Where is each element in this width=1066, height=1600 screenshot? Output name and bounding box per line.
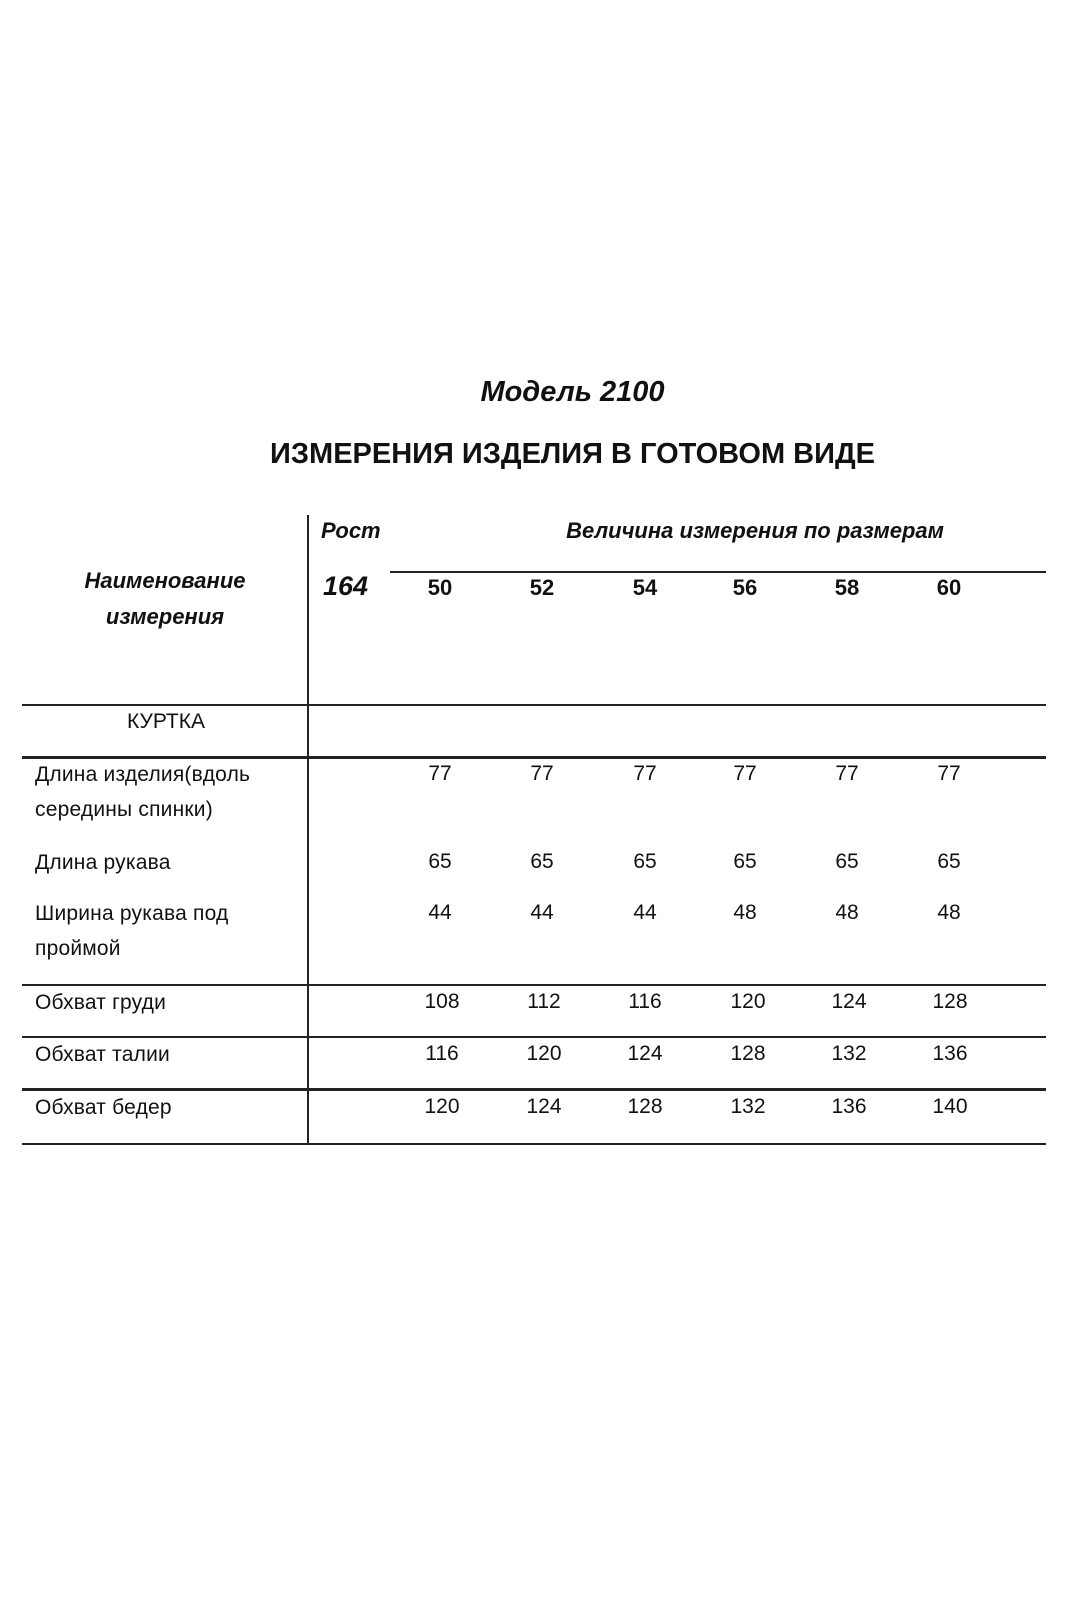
header-bottom-rule <box>22 704 1046 706</box>
row-value: 116 <box>628 990 662 1013</box>
row-value: 77 <box>835 762 859 785</box>
row-label: Обхват бедер <box>35 1096 172 1119</box>
row-value: 128 <box>627 1095 663 1118</box>
model-title: Модель 2100 <box>480 376 665 408</box>
size-header: 60 <box>936 575 962 600</box>
size-header: 50 <box>427 575 453 600</box>
row-value: 48 <box>733 901 757 924</box>
row-value: 65 <box>428 850 452 873</box>
row-value: 44 <box>428 901 452 924</box>
row-label: Обхват груди <box>35 991 167 1014</box>
row-value: 116 <box>425 1042 459 1065</box>
row-value: 132 <box>730 1095 766 1118</box>
row-label: Длина изделия(вдоль середины спинки) <box>35 763 251 821</box>
size-header: 52 <box>529 575 555 600</box>
row-value: 120 <box>526 1042 562 1065</box>
sizes-header-rule <box>390 571 1046 573</box>
row-value: 120 <box>424 1095 460 1118</box>
size-header: 54 <box>632 575 658 600</box>
row-value: 48 <box>835 901 859 924</box>
column-divider <box>307 515 309 1145</box>
row-label: Обхват талии <box>35 1043 170 1066</box>
row-value: 44 <box>530 901 554 924</box>
row-value: 65 <box>835 850 859 873</box>
row-value: 128 <box>730 1042 766 1065</box>
row-value: 112 <box>527 990 561 1013</box>
row-label: Длина рукава <box>35 851 171 874</box>
row-value: 48 <box>937 901 961 924</box>
row-value: 136 <box>831 1095 867 1118</box>
row-value: 124 <box>831 990 867 1013</box>
row-value: 77 <box>937 762 961 785</box>
table-bottom-rule <box>22 1143 1046 1145</box>
row-value: 136 <box>932 1042 968 1065</box>
row-value: 44 <box>633 901 657 924</box>
row-value: 124 <box>526 1095 562 1118</box>
row-value: 140 <box>932 1095 968 1118</box>
row-value: 128 <box>932 990 968 1013</box>
row-value: 132 <box>831 1042 867 1065</box>
row-value: 65 <box>733 850 757 873</box>
size-header: 58 <box>834 575 860 600</box>
height-label: Рост <box>321 518 381 543</box>
row-value: 108 <box>424 990 460 1013</box>
section-label: КУРТКА <box>127 710 205 733</box>
sizes-header: Величина измерения по размерам <box>566 518 944 543</box>
row-value: 77 <box>428 762 452 785</box>
size-header: 56 <box>732 575 758 600</box>
row-value: 65 <box>633 850 657 873</box>
row-value: 77 <box>633 762 657 785</box>
row-value: 124 <box>627 1042 663 1065</box>
main-title: ИЗМЕРЕНИЯ ИЗДЕЛИЯ В ГОТОВОМ ВИДЕ <box>270 438 875 470</box>
height-value: 164 <box>323 571 369 601</box>
row-value: 77 <box>733 762 757 785</box>
row-value: 65 <box>937 850 961 873</box>
row-value: 65 <box>530 850 554 873</box>
measurement-name-header: Наименование измерения <box>84 568 246 629</box>
row-value: 120 <box>730 990 766 1013</box>
row-label: Ширина рукава под проймой <box>35 902 229 960</box>
row-value: 77 <box>530 762 554 785</box>
